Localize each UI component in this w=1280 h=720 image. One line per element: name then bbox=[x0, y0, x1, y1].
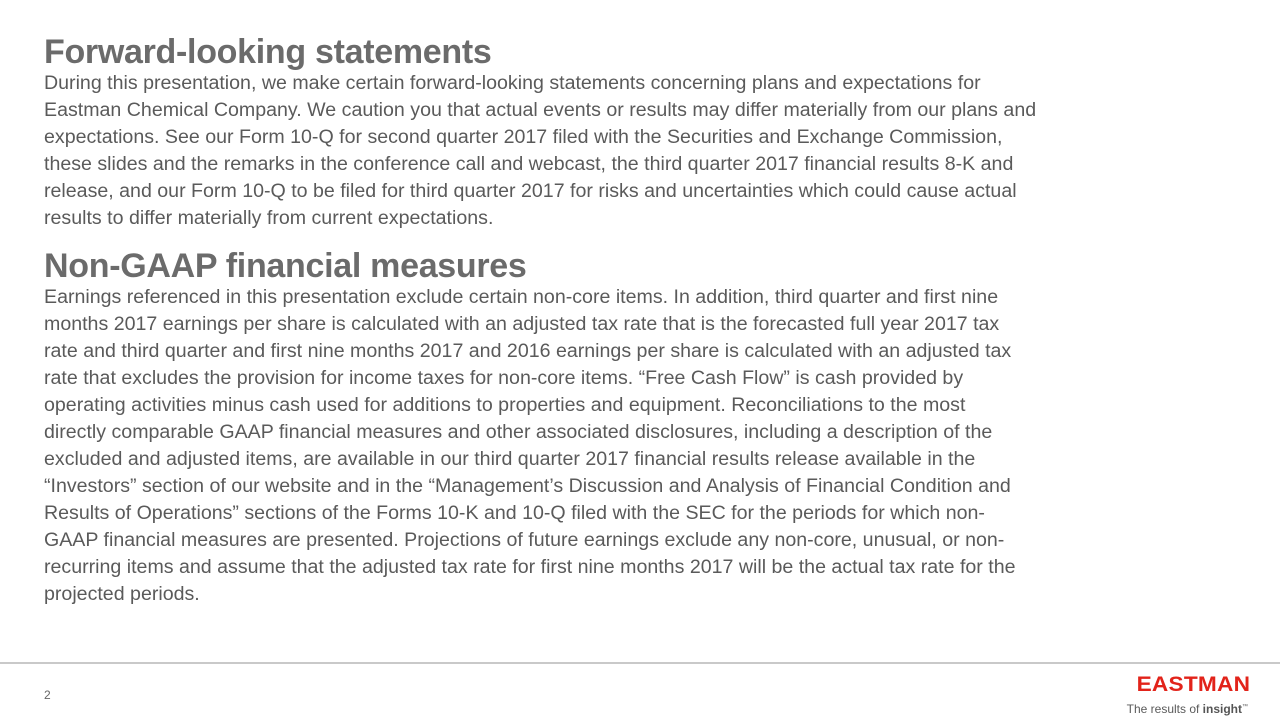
body-line: these slides and the remarks in the conference call and webcast, the third quarter 2017 financial results 8-K and bbox=[44, 153, 1014, 175]
non-gaap-heading: Non-GAAP financial measures bbox=[44, 247, 527, 285]
body-line: recurring items and assume that the adjusted tax rate for first nine months 2017 will be the actual tax rate for the bbox=[44, 556, 1016, 578]
non-gaap-body bbox=[44, 284, 1249, 608]
forward-looking-section bbox=[44, 34, 1249, 232]
logo-wordmark: EASTMAN bbox=[1136, 673, 1250, 696]
body-line: expectations. See our Form 10-Q for second quarter 2017 filed with the Securities and Exchange Commission, bbox=[44, 126, 1003, 148]
body-line: rate that excludes the provision for income taxes for non-core items. “Free Cash Flow” is cash provided by bbox=[44, 367, 964, 389]
body-line: months 2017 earnings per share is calculated with an adjusted tax rate that is the forecasted full year 2017 tax bbox=[44, 313, 1000, 335]
forward-looking-heading: Forward-looking statements bbox=[44, 33, 492, 71]
body-line: During this presentation, we make certain forward-looking statements concerning plans and expectations for bbox=[44, 72, 981, 94]
forward-looking-body bbox=[44, 70, 1249, 232]
page-number: 2 bbox=[44, 688, 51, 702]
eastman-logo bbox=[1112, 673, 1250, 717]
trademark-mark: ™ bbox=[1242, 704, 1248, 710]
body-line: “Investors” section of our website and in the “Management’s Discussion and Analysis of Financial Condition and bbox=[44, 475, 1011, 497]
footer-divider bbox=[0, 662, 1280, 664]
body-line: release, and our Form 10-Q to be filed for third quarter 2017 for risks and uncertainties which could cause actual bbox=[44, 180, 1017, 202]
body-line: directly comparable GAAP financial measures and other associated disclosures, including a description of the bbox=[44, 421, 993, 443]
body-line: excluded and adjusted items, are available in our third quarter 2017 financial results release available in the bbox=[44, 448, 976, 470]
non-gaap-section bbox=[44, 248, 1249, 608]
body-line: Earnings referenced in this presentation exclude certain non-core items. In addition, third quarter and first nine bbox=[44, 286, 999, 308]
body-line: Results of Operations” sections of the Forms 10-K and 10-Q filed with the SEC for the periods for which non- bbox=[44, 502, 985, 524]
body-line: Eastman Chemical Company. We caution you that actual events or results may differ materially from our plans and bbox=[44, 99, 1037, 121]
body-line: rate and third quarter and first nine months 2017 and 2016 earnings per share is calculated with an adjusted tax bbox=[44, 340, 1012, 362]
body-line: GAAP financial measures are presented. Projections of future earnings exclude any non-core, unusual, or non- bbox=[44, 529, 1005, 551]
tagline-prefix: The results of bbox=[1126, 702, 1203, 716]
logo-tagline bbox=[1127, 700, 1248, 716]
body-line: projected periods. bbox=[44, 583, 200, 605]
body-line: operating activities minus cash used for additions to properties and equipment. Reconciliations to the most bbox=[44, 394, 966, 416]
tagline-emphasis: insight bbox=[1202, 702, 1242, 716]
body-line: results to differ materially from current expectations. bbox=[44, 207, 494, 229]
